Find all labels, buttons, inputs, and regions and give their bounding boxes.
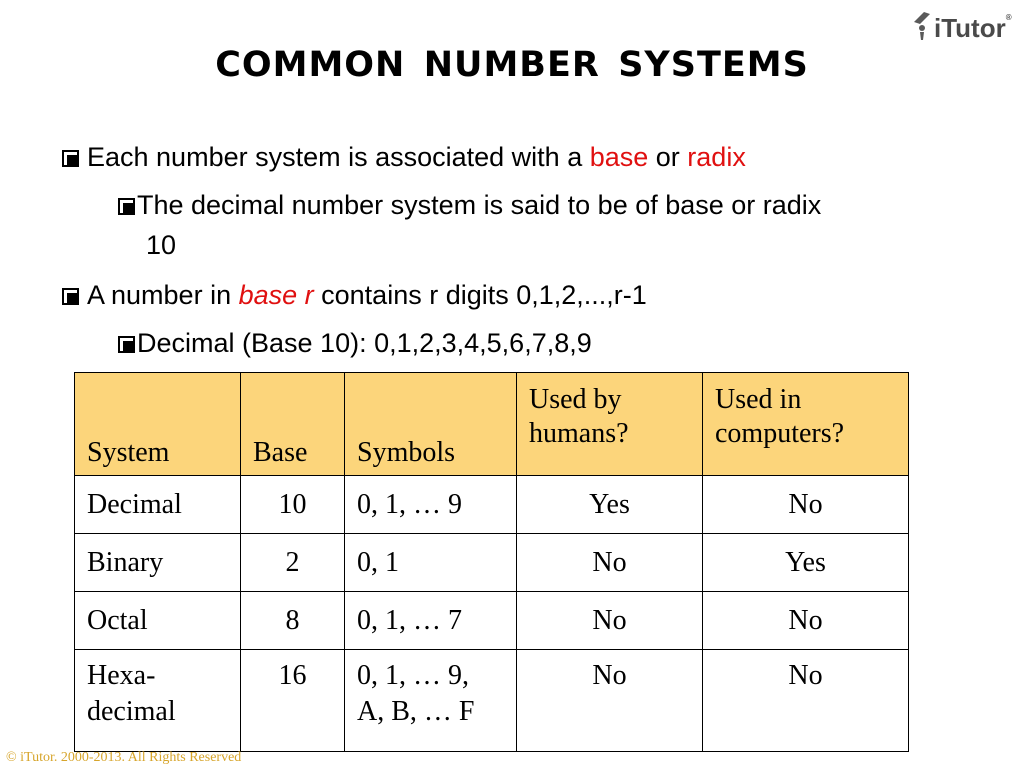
slide-title: common number systems [215, 30, 809, 88]
sub-bullet-decimal-radix: The decimal number system is said to be of base or radix [118, 188, 821, 222]
checkbox-bullet-icon [62, 288, 79, 305]
cell-computers: Yes [703, 534, 909, 592]
cell-symbols: 0, 1 [345, 534, 517, 592]
itutor-logo-icon [910, 8, 934, 42]
cell-humans: No [517, 534, 703, 592]
cell-computers: No [703, 592, 909, 650]
logo-text: iTutor [934, 13, 1006, 43]
bullet-base-r: A number in base r contains r digits 0,1,2,...,r-1 [62, 278, 647, 312]
cell-base: 8 [241, 592, 345, 650]
cell-symbols: 0, 1, … 9 [345, 476, 517, 534]
sub-bullet-decimal-radix-cont: 10 [146, 230, 177, 260]
term-base-r: base r [238, 280, 314, 310]
table-row [75, 650, 909, 752]
cell-symbols: 0, 1, … 9, A, B, … F [345, 650, 517, 752]
cell-humans: Yes [517, 476, 703, 534]
cell-computers: No [703, 650, 909, 752]
cell-base: 2 [241, 534, 345, 592]
header-symbols: Symbols [345, 373, 517, 476]
cell-humans: No [517, 592, 703, 650]
cell-system: Decimal [75, 476, 241, 534]
cell-base: 10 [241, 476, 345, 534]
cell-computers: No [703, 476, 909, 534]
cell-base: 16 [241, 650, 345, 752]
header-base: Base [241, 373, 345, 476]
cell-system: Octal [75, 592, 241, 650]
bullet-base-radix: Each number system is associated with a base or radix [62, 140, 746, 174]
table-row [75, 534, 909, 592]
checkbox-bullet-icon [62, 150, 79, 167]
logo-registered-mark: ® [1005, 13, 1012, 22]
term-base: base [589, 142, 649, 172]
cell-humans: No [517, 650, 703, 752]
header-used-by-humans: Used by humans? [517, 373, 703, 476]
sub-bullet-decimal-digits: Decimal (Base 10): 0,1,2,3,4,5,6,7,8,9 [118, 326, 592, 360]
checkbox-bullet-icon [118, 336, 135, 353]
cell-system: Binary [75, 534, 241, 592]
cell-symbols: 0, 1, … 7 [345, 592, 517, 650]
checkbox-bullet-icon [118, 198, 135, 215]
itutor-logo [910, 8, 1018, 42]
header-used-in-computers: Used in computers? [703, 373, 909, 476]
cell-system: Hexa- decimal [75, 650, 241, 752]
number-systems-table [74, 372, 909, 752]
table-row [75, 476, 909, 534]
table-header-row [75, 373, 909, 476]
table-row [75, 592, 909, 650]
footer-copyright: © iTutor. 2000-2013. All Rights Reserved [6, 750, 242, 765]
term-radix: radix [687, 142, 746, 172]
header-system: System [75, 373, 241, 476]
